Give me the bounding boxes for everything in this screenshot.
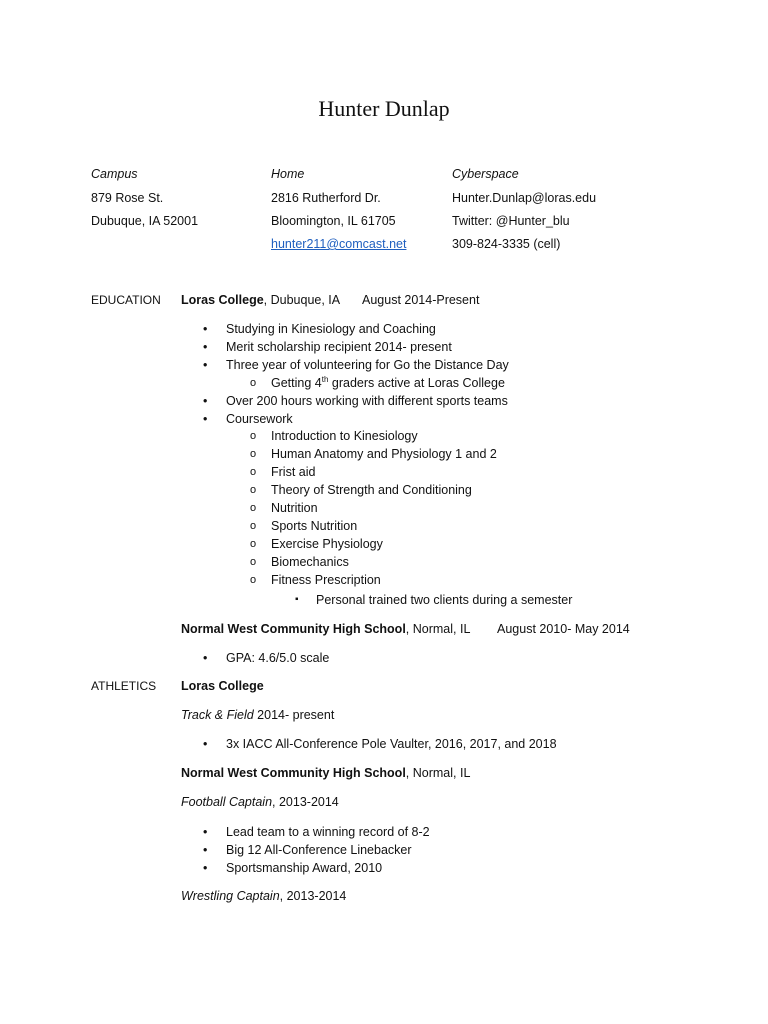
loras-school: Loras College [181, 293, 264, 307]
course-item: o Theory of Strength and Conditioning [271, 481, 497, 499]
course-item: o Frist aid [271, 463, 497, 481]
athletics-heading: ATHLETICS [91, 679, 157, 693]
wrestling-role: Wrestling Captain [181, 889, 280, 903]
list-item [271, 374, 505, 392]
track-entry [181, 707, 334, 723]
course-item: o Sports Nutrition [271, 517, 497, 535]
hs-location: , Normal, IL [405, 622, 471, 636]
course-item: o Nutrition [271, 499, 497, 517]
track-bullets [226, 735, 557, 753]
track-role: Track & Field [181, 708, 254, 722]
home-street: 2816 Rutherford Dr. [271, 191, 381, 205]
athletics-hs-location: , Normal, IL [405, 766, 471, 780]
football-years: , 2013-2014 [272, 795, 339, 809]
cyber-phone: 309-824-3335 (cell) [452, 237, 561, 251]
list-item: • Three year of volunteering for Go the Distance Day [226, 356, 509, 374]
fitness-sub-list [316, 591, 572, 609]
home-label: Home [271, 167, 305, 181]
hs-school: Normal West Community High School [181, 622, 406, 636]
cyberspace-label: Cyberspace [452, 167, 519, 181]
volunteer-sub-list [271, 374, 505, 392]
cyber-email: Hunter.Dunlap@loras.edu [452, 191, 597, 205]
football-bullets [226, 823, 430, 877]
sub-item-text: graders active at Loras College [328, 376, 505, 390]
resume-name: Hunter Dunlap [318, 96, 450, 121]
list-item: • GPA: 4.6/5.0 scale [226, 649, 329, 667]
course-item: o Biomechanics [271, 553, 497, 571]
list-item: ▪ Personal trained two clients during a semester [316, 591, 572, 609]
loras-bullets-2 [226, 392, 508, 428]
athletics-hs-school: Normal West Community High School [181, 766, 406, 780]
hs-bullets [226, 649, 329, 667]
superscript: th [321, 374, 329, 384]
loras-dates: August 2014-Present [362, 293, 480, 307]
football-role: Football Captain [181, 795, 273, 809]
athletics-hs-entry [181, 765, 470, 781]
loras-bullets [226, 320, 509, 374]
course-item: o Exercise Physiology [271, 535, 497, 553]
home-city: Bloomington, IL 61705 [271, 214, 396, 228]
athletics-loras-school: Loras College [181, 679, 264, 693]
home-email-link[interactable]: hunter211@comcast.net [271, 237, 407, 251]
list-item: • Studying in Kinesiology and Coaching [226, 320, 509, 338]
course-item: o Introduction to Kinesiology [271, 427, 497, 445]
list-item: • Over 200 hours working with different sports teams [226, 392, 508, 410]
campus-street: 879 Rose St. [91, 191, 164, 205]
list-item: • Merit scholarship recipient 2014- present [226, 338, 509, 356]
coursework-list [271, 427, 497, 589]
campus-label: Campus [91, 167, 138, 181]
sub-item-text: Getting 4 [271, 376, 322, 390]
loras-location: , Dubuque, IA [263, 293, 341, 307]
list-item: • Coursework [226, 410, 508, 428]
campus-city: Dubuque, IA 52001 [91, 214, 199, 228]
cyber-twitter: Twitter: @Hunter_blu [452, 214, 570, 228]
wrestling-years: , 2013-2014 [279, 889, 347, 903]
wrestling-entry [181, 888, 346, 904]
hs-dates: August 2010- May 2014 [497, 622, 630, 636]
list-item: • Sportsmanship Award, 2010 [226, 859, 430, 877]
hs-entry [181, 621, 470, 637]
loras-entry [181, 292, 340, 308]
course-item: o Fitness Prescription [271, 571, 497, 589]
course-item: o Human Anatomy and Physiology 1 and 2 [271, 445, 497, 463]
track-years: 2014- present [253, 708, 335, 722]
list-item: • Lead team to a winning record of 8-2 [226, 823, 430, 841]
list-item: • Big 12 All-Conference Linebacker [226, 841, 430, 859]
list-item: • 3x IACC All-Conference Pole Vaulter, 2016, 2017, and 2018 [226, 735, 557, 753]
education-heading: EDUCATION [91, 293, 161, 307]
football-entry [181, 794, 339, 810]
